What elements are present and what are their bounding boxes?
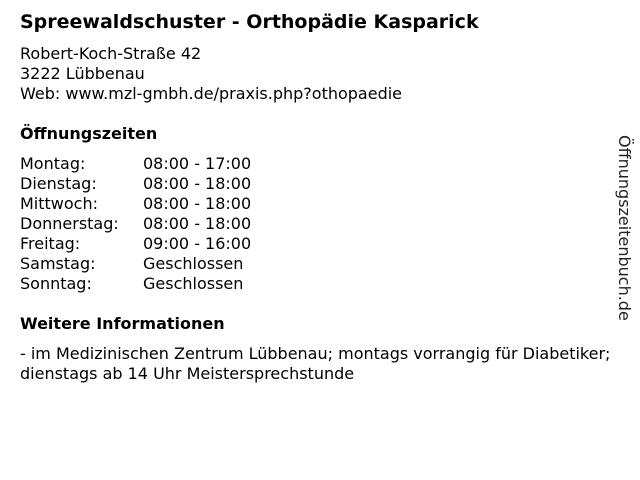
day-label: Dienstag:: [20, 174, 97, 193]
time-value: Geschlossen: [143, 274, 244, 293]
time-value: 08:00 - 18:00: [143, 174, 252, 193]
hours-row-thursday: [20, 214, 320, 234]
page-title: Spreewaldschuster - Orthopädie Kasparick: [20, 11, 479, 33]
address-city: 3222 Lübbenau: [20, 64, 145, 83]
hours-row-friday: [20, 234, 320, 254]
hours-row-wednesday: [20, 194, 320, 214]
time-value: 08:00 - 18:00: [143, 214, 252, 233]
address-block: [20, 44, 402, 104]
hours-row-tuesday: [20, 174, 320, 194]
day-label: Donnerstag:: [20, 214, 119, 233]
hours-heading: Öffnungszeiten: [20, 124, 158, 143]
hours-row-saturday: [20, 254, 320, 274]
time-value: 08:00 - 17:00: [143, 154, 252, 173]
day-label: Freitag:: [20, 234, 81, 253]
hours-row-monday: [20, 154, 320, 174]
time-value: Geschlossen: [143, 254, 244, 273]
address-street: Robert-Koch-Straße 42: [20, 44, 202, 63]
day-label: Samstag:: [20, 254, 96, 273]
site-watermark: Öffnungszeitenbuch.de: [615, 135, 634, 321]
hours-row-sunday: [20, 274, 320, 294]
day-label: Mittwoch:: [20, 194, 98, 213]
day-label: Sonntag:: [20, 274, 92, 293]
info-text: - im Medizinischen Zentrum Lübbenau; montags vorrangig für Diabetiker; dienstags ab 14 Uhr Meistersprechstunde: [20, 344, 611, 383]
address-web: Web: www.mzl-gmbh.de/praxis.php?othopaedie: [20, 84, 403, 103]
day-label: Montag:: [20, 154, 86, 173]
time-value: 08:00 - 18:00: [143, 194, 252, 213]
time-value: 09:00 - 16:00: [143, 234, 252, 253]
opening-hours-table: [20, 154, 320, 294]
info-heading: Weitere Informationen: [20, 314, 225, 333]
